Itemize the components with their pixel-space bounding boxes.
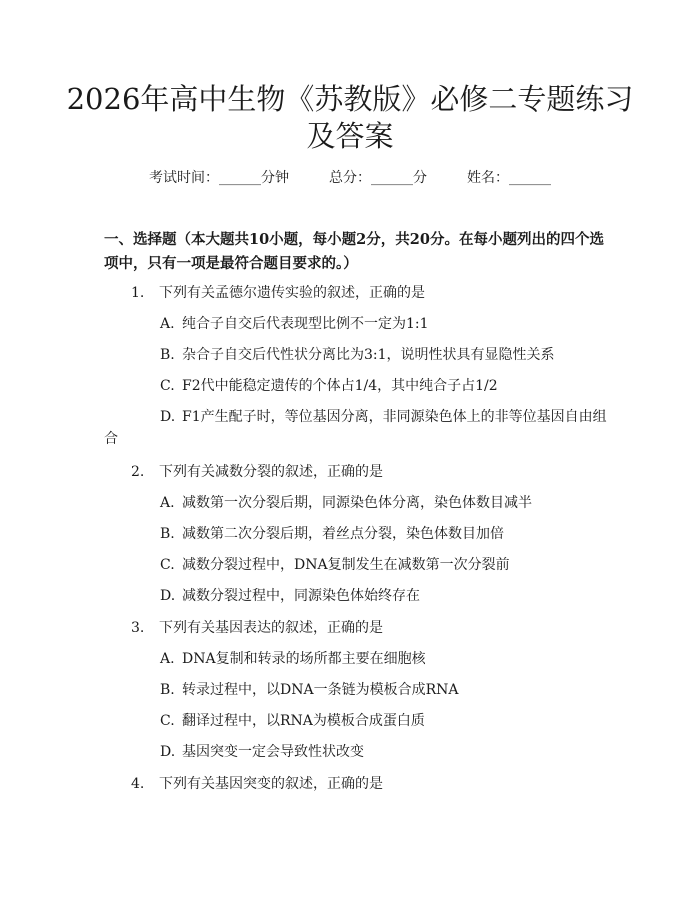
question-number: 2. — [131, 464, 145, 480]
option-letter: A. — [160, 651, 175, 667]
question-stem: 下列有关减数分裂的叙述，正确的是 — [159, 464, 383, 480]
question-stem: 下列有关基因突变的叙述，正确的是 — [159, 776, 383, 792]
question-1-option-c — [160, 376, 498, 396]
option-text: DNA复制和转录的场所都主要在细胞核 — [182, 651, 426, 667]
question-3-option-a — [160, 649, 426, 669]
option-text: 减数分裂过程中，同源染色体始终存在 — [182, 588, 420, 604]
question-1-option-d-continuation: 合 — [104, 431, 118, 447]
question-3-option-d — [160, 742, 364, 762]
option-letter: C. — [160, 557, 175, 573]
option-text: 基因突变一定会导致性状改变 — [182, 744, 364, 760]
question-2-option-c — [160, 555, 510, 575]
document-title-line-2: 及答案 — [306, 119, 394, 153]
question-2-option-b — [160, 524, 504, 544]
question-1-option-d — [160, 407, 607, 427]
document-title-line-1: 2026年高中生物《苏教版》必修二专题练习 — [66, 82, 634, 116]
question-4 — [131, 774, 383, 794]
question-2-option-a — [160, 493, 532, 513]
question-2-option-d — [160, 586, 420, 606]
question-2 — [131, 462, 383, 482]
option-text: 转录过程中，以DNA一条链为模板合成RNA — [182, 682, 459, 698]
option-text: 减数第二次分裂后期，着丝点分裂，染色体数目加倍 — [182, 526, 504, 542]
option-letter: D. — [160, 588, 176, 604]
option-letter: A. — [160, 495, 175, 511]
option-letter: B. — [160, 526, 175, 542]
option-text: 纯合子自交后代表现型比例不一定为1:1 — [182, 316, 429, 332]
option-text: F2代中能稳定遗传的个体占1/4，其中纯合子占1/2 — [182, 378, 498, 394]
option-letter: D. — [160, 409, 176, 425]
question-stem: 下列有关基因表达的叙述，正确的是 — [159, 620, 383, 636]
option-text: 杂合子自交后代性状分离比为3:1，说明性状具有显隐性关系 — [182, 347, 555, 363]
question-stem: 下列有关孟德尔遗传实验的叙述，正确的是 — [159, 285, 425, 301]
option-text: 减数第一次分裂后期，同源染色体分离，染色体数目减半 — [182, 495, 532, 511]
option-letter: D. — [160, 744, 176, 760]
option-letter: C. — [160, 713, 175, 729]
option-text: 减数分裂过程中，DNA复制发生在减数第一次分裂前 — [182, 557, 510, 573]
option-letter: B. — [160, 682, 175, 698]
exam-time-field: 考试时间：______分钟 — [149, 170, 289, 186]
option-text: F1产生配子时，等位基因分离，非同源染色体上的非等位基因自由组 — [182, 409, 607, 425]
student-name-field: 姓名：______ — [467, 170, 551, 186]
total-score-field: 总分：______分 — [329, 170, 427, 186]
question-number: 4. — [131, 776, 145, 792]
option-letter: C. — [160, 378, 175, 394]
question-3-option-c — [160, 711, 425, 731]
question-1-option-b — [160, 345, 555, 365]
section-heading: 一、选择题（本大题共10小题，每小题2分，共20分。在每小题列出的四个选项中，只有一项是最符合题目要求的。） — [104, 231, 604, 272]
question-number: 1. — [131, 285, 145, 301]
question-1-option-a — [160, 314, 429, 334]
question-3 — [131, 618, 383, 638]
question-3-option-b — [160, 680, 459, 700]
option-letter: A. — [160, 316, 175, 332]
exam-info-line — [0, 168, 700, 188]
question-number: 3. — [131, 620, 145, 636]
question-1 — [131, 283, 425, 303]
option-letter: B. — [160, 347, 175, 363]
option-text: 翻译过程中，以RNA为模板合成蛋白质 — [182, 713, 425, 729]
